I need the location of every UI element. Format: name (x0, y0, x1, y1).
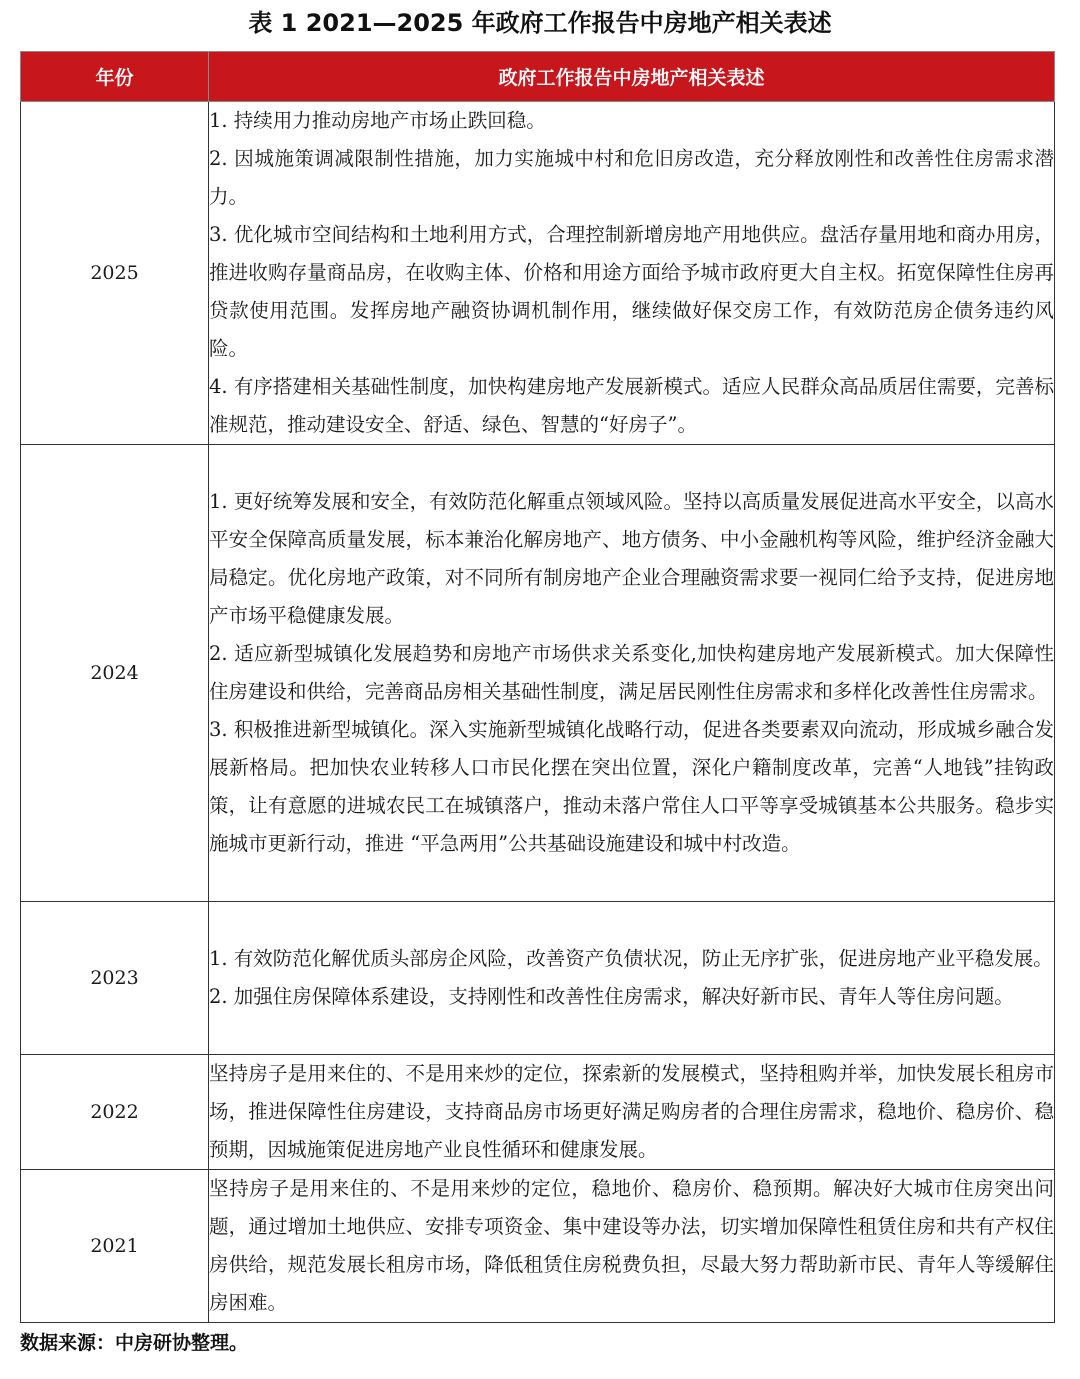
table-row (21, 102, 1055, 445)
policy-table (20, 51, 1055, 1323)
table-row (21, 445, 1055, 902)
statement-item: 2. 适应新型城镇化发展趋势和房地产市场供求关系变化,加快构建房地产发展新模式。加大保障性住房建设和供给，完善商品房相关基础性制度，满足居民刚性住房需求和多样化改善性住房需求。 (209, 642, 1054, 703)
header-statement: 政府工作报告中房地产相关表述 (209, 52, 1055, 102)
statement-item: 2. 因城施策调减限制性措施，加力实施城中村和危旧房改造，充分释放刚性和改善性住房需求潜力。 (209, 147, 1054, 208)
statement-item: 1. 持续用力推动房地产市场止跌回稳。 (209, 109, 546, 132)
statement-item: 坚持房子是用来住的、不是用来炒的定位，探索新的发展模式，坚持租购并举，加快发展长租房市场，推进保障性住房建设，支持商品房市场更好满足购房者的合理住房需求，稳地价、稳房价、稳预期，因城施策促进房地产业良性循环和健康发展。 (209, 1062, 1054, 1161)
statement-cell (209, 902, 1055, 1055)
data-source-note: 数据来源：中房研协整理。 (20, 1332, 249, 1354)
year-cell: 2022 (21, 1055, 209, 1170)
statement-item: 2. 加强住房保障体系建设，支持刚性和改善性住房需求，解决好新市民、青年人等住房问题。 (209, 985, 1014, 1008)
header-year: 年份 (21, 52, 209, 102)
year-cell: 2021 (21, 1170, 209, 1323)
year-cell: 2024 (21, 445, 209, 902)
year-cell: 2023 (21, 902, 209, 1055)
table-row (21, 1055, 1055, 1170)
year-cell: 2025 (21, 102, 209, 445)
statement-item: 坚持房子是用来住的、不是用来炒的定位，稳地价、稳房价、稳预期。解决好大城市住房突出问题，通过增加土地供应、安排专项资金、集中建设等办法，切实增加保障性租赁住房和共有产权住房供给，规范发展长租房市场，降低租赁住房税费负担，尽最大努力帮助新市民、青年人等缓解住房困难。 (209, 1177, 1054, 1314)
statement-cell (209, 102, 1055, 445)
statement-cell (209, 1170, 1055, 1323)
table-title: 表 1 2021—2025 年政府工作报告中房地产相关表述 (248, 9, 832, 37)
statement-item: 4. 有序搭建相关基础性制度，加快构建房地产发展新模式。适应人民群众高品质居住需要，完善标准规范，推动建设安全、舒适、绿色、智慧的“好房子”。 (209, 375, 1054, 436)
statement-item: 1. 更好统筹发展和安全，有效防范化解重点领域风险。坚持以高质量发展促进高水平安全，以高水平安全保障高质量发展，标本兼治化解房地产、地方债务、中小金融机构等风险，维护经济金融大局稳定。优化房地产政策，对不同所有制房地产企业合理融资需求要一视同仁给予支持，促进房地产市场平稳健康发展。 (209, 490, 1054, 627)
statement-item: 3. 积极推进新型城镇化。深入实施新型城镇化战略行动，促进各类要素双向流动，形成城乡融合发展新格局。把加快农业转移人口市民化摆在突出位置，深化户籍制度改革，完善“人地钱”挂钩政策，让有意愿的进城农民工在城镇落户，推动未落户常住人口平等享受城镇基本公共服务。稳步实施城市更新行动，推进 “平急两用”公共基础设施建设和城中村改造。 (209, 718, 1054, 855)
statement-item: 3. 优化城市空间结构和土地利用方式，合理控制新增房地产用地供应。盘活存量用地和商办用房，推进收购存量商品房，在收购主体、价格和用途方面给予城市政府更大自主权。拓宽保障性住房再贷款使用范围。发挥房地产融资协调机制作用，继续做好保交房工作，有效防范房企债务违约风险。 (209, 223, 1054, 360)
statement-cell (209, 445, 1055, 902)
statement-cell (209, 1055, 1055, 1170)
table-row (21, 902, 1055, 1055)
table-row (21, 1170, 1055, 1323)
statement-item: 1. 有效防范化解优质头部房企风险，改善资产负债状况，防止无序扩张，促进房地产业平稳发展。 (209, 947, 1053, 970)
table-header-row (21, 52, 1055, 102)
